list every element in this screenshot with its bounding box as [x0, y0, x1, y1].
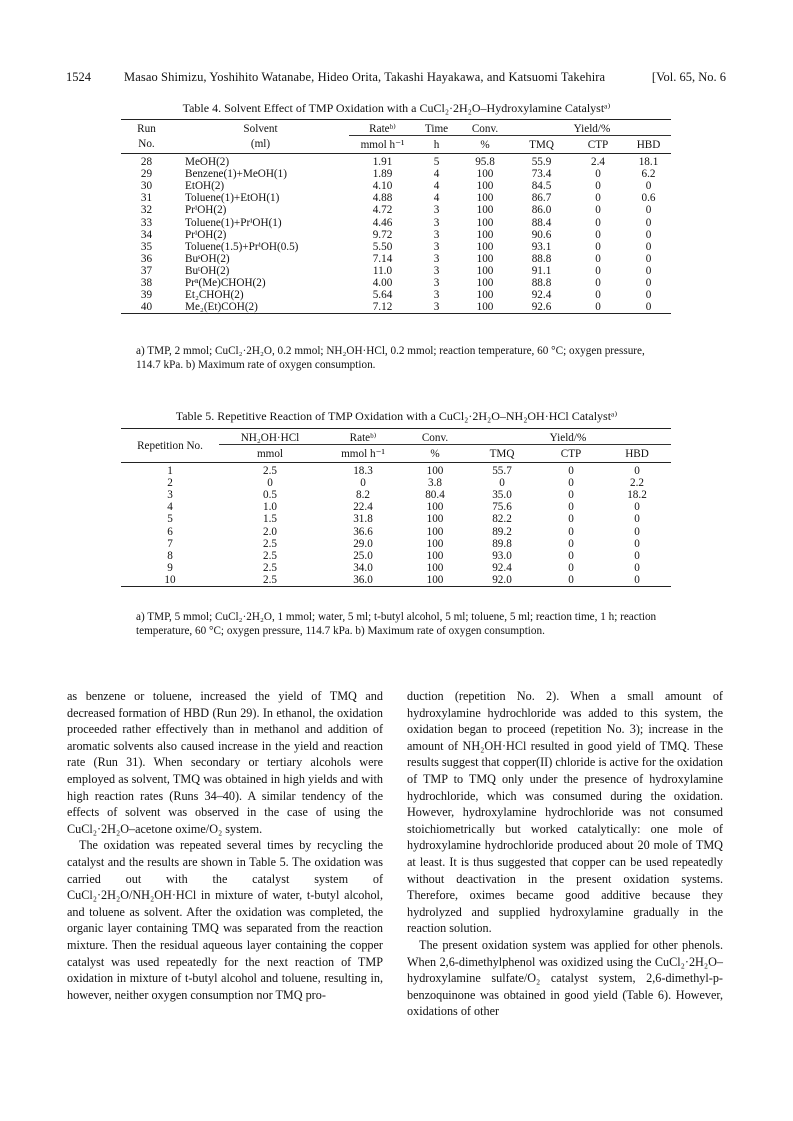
table-cell: 7: [167, 537, 173, 550]
table-cell: 0: [634, 561, 640, 574]
paragraph: duction (repetition No. 2). When a small amount of hydroxylamine hydrochloride was added to this system, the oxidation began to proceed (repetition No. 3); increase in the amount of NH₂OH·HCl resulted in good yield of TMQ. These results suggest that copper(II) chloride is active for the oxidation of TMP to TMQ only under the presence of hydroxylamine hydrochloride, which was consumed during the oxidation. However, hydroxylamine hydrochloride was not consumed stoichiometrically but worked catalytically: one mole of hydroxylamine hydrochloride produced about 20 mole of TMQ at least. It is thus suggested that copper can be used repeatedly without deactivation in the present oxidation systems. Therefore, oximes became good additive because they hydrolyzed and supplied hydroxylamine gradually in the reaction solution.: [407, 689, 723, 936]
table-cell: 3: [433, 277, 440, 290]
table-cell: 4.10: [372, 180, 393, 193]
table-cell: 11.0: [372, 264, 393, 277]
col-no: No.: [138, 138, 155, 151]
table-cell: 40: [140, 301, 153, 314]
table-cell: 4: [433, 192, 440, 205]
table-row: [121, 289, 671, 301]
paragraph: as benzene or toluene, increased the yield of TMQ and decreased formation of HBD (Run 29). In ethanol, the oxidation proceeded rather effectively than in methanol and addition of aromatic solvents also caused increase in the yield and reaction rate (Run 31). When secondary or tertiary alcohols were employed as solvent, TMQ was obtained in high yields and with high reaction rates (Runs 34–40). A similar tendency of the effects of solvent was observed in the case of using the CuCl₂·2H₂O–acetone oxime/O₂ system.: [67, 689, 383, 836]
table-row: [121, 180, 671, 192]
table-cell: 2.5: [263, 573, 277, 586]
table-cell: 28: [140, 156, 153, 169]
table-cell: 7.14: [372, 252, 393, 265]
col-conv-unit: %: [430, 447, 440, 460]
paragraph: The present oxidation system was applied for other phenols. When 2,6-dimethylphenol was oxidized using the CuCl₂·2H₂O–hydroxylamine sulfate/O₂ catalyst system, 2,6-dimethyl-p-benzoquinone was obtained in good yield (Table 6). However, oxidations of other: [407, 937, 723, 1019]
table-cell: 100: [476, 301, 494, 314]
table-cell: 88.4: [531, 216, 552, 229]
table-cell: 3: [433, 240, 440, 253]
table-row: [121, 229, 671, 241]
table-cell: 0: [645, 204, 652, 217]
col-hbd: HBD: [625, 447, 649, 460]
table-row: [121, 192, 671, 204]
table-cell: 89.8: [492, 537, 512, 550]
table-cell: 34.0: [353, 561, 373, 574]
table-cell: 100: [476, 240, 494, 253]
table-row: [121, 513, 671, 525]
table-cell: 36.0: [353, 573, 373, 586]
table-cell: 2.5: [263, 465, 277, 478]
table-cell: 8.2: [356, 489, 370, 502]
table-cell: 4: [167, 501, 173, 514]
table-cell: 2.5: [263, 549, 277, 562]
table-cell: 92.4: [492, 561, 512, 574]
table-cell: 4.00: [372, 277, 393, 290]
col-run: Run: [137, 123, 156, 136]
table4-footnote: a) TMP, 2 mmol; CuCl₂·2H₂O, 0.2 mmol; NH₂OH·HCl, 0.2 mmol; reaction temperature, 60 °C; oxygen pressure, 114.7 kPa. b) Maximum rate of oxygen consumption.: [136, 345, 645, 371]
table-row: [121, 265, 671, 277]
col-repetition: Repetition No.: [137, 439, 203, 452]
table-cell: 100: [426, 465, 444, 478]
table-cell: 3: [433, 204, 440, 217]
table-cell: 2.0: [263, 525, 277, 538]
table-cell: 100: [426, 537, 444, 550]
table-cell: 31: [140, 192, 153, 205]
table-cell: 0: [568, 513, 574, 526]
col-solvent: Solvent: [243, 123, 278, 136]
table-cell: 93.0: [492, 549, 512, 562]
table-cell: 0: [595, 301, 601, 314]
table-cell: 100: [476, 204, 494, 217]
table-cell: 22.4: [353, 501, 373, 514]
col-tmq: TMQ: [489, 447, 515, 460]
table-row: [121, 204, 671, 216]
table-cell: 95.8: [475, 156, 495, 169]
table-cell: 1.0: [263, 501, 277, 514]
author-list: Masao Shimizu, Yoshihito Watanabe, Hideo Orita, Takashi Hayakawa, and Katsuomi Takehira: [124, 70, 606, 84]
table4: [121, 119, 671, 314]
table-cell: 0: [568, 573, 574, 586]
table-cell: 92.6: [531, 301, 552, 314]
table-cell: 88.8: [531, 277, 552, 290]
table-cell: 1.5: [263, 513, 277, 526]
table-cell: 9.72: [372, 228, 393, 241]
table-cell: Toluene(1.5)+PrⁱOH(0.5): [185, 240, 299, 253]
table-cell: 9: [167, 561, 173, 574]
table-cell: 3: [433, 289, 440, 302]
table-cell: 0: [595, 289, 601, 302]
table-cell: EtOH(2): [185, 180, 225, 193]
col-yield: Yield/%: [465, 429, 671, 445]
table-row: [121, 463, 671, 478]
table-cell: 0: [568, 465, 574, 478]
journal-volume: [Vol. 65, No. 6: [651, 70, 726, 84]
table-row: [121, 154, 671, 169]
table-cell: BuˢOH(2): [185, 252, 230, 265]
table-row: [121, 562, 671, 574]
table-cell: 37: [140, 264, 153, 277]
table-cell: 0: [595, 228, 601, 241]
col-rate-unit: mmol h⁻¹: [341, 447, 385, 460]
table-cell: Benzene(1)+MeOH(1): [185, 168, 287, 181]
table-cell: 29: [140, 168, 153, 181]
col-nh2oh: NH₂OH·HCl: [219, 429, 321, 445]
table-cell: 0: [645, 228, 652, 241]
table-row: [121, 168, 671, 180]
table-cell: 0: [634, 513, 640, 526]
table-cell: 75.6: [492, 501, 512, 514]
table-row: [121, 526, 671, 538]
table-cell: 2.4: [591, 156, 605, 169]
table4-caption: Table 4. Solvent Effect of TMP Oxidation with a CuCl₂·2H₂O–Hydroxylamine Catalystᵃ⁾: [182, 101, 611, 115]
table-cell: 10: [164, 573, 176, 586]
table-cell: 84.5: [531, 180, 552, 193]
col-rate: Rateᵇ⁾: [321, 429, 405, 445]
table-cell: 82.2: [492, 513, 512, 526]
col-conv: Conv.: [471, 123, 499, 135]
table-cell: 0: [634, 465, 640, 478]
table-cell: 86.7: [531, 192, 552, 205]
table-cell: 8: [167, 549, 173, 562]
table-cell: 2.2: [630, 477, 644, 490]
table-row: [121, 301, 671, 314]
table-cell: 3: [433, 228, 440, 241]
table-cell: 55.7: [492, 465, 512, 478]
table-cell: PrⁱOH(2): [185, 228, 227, 241]
table-cell: 0: [634, 537, 640, 550]
table-cell: 0: [634, 525, 640, 538]
table-cell: 1: [167, 465, 173, 478]
table-row: [121, 253, 671, 265]
table-cell: 100: [426, 525, 444, 538]
table-cell: 18.1: [638, 156, 659, 169]
table-cell: 88.8: [531, 252, 552, 265]
table-cell: 55.9: [531, 156, 552, 169]
table-cell: 100: [426, 561, 444, 574]
table-cell: 0: [568, 537, 574, 550]
table-cell: 0: [645, 301, 652, 314]
col-nh2oh-unit: mmol: [256, 447, 284, 460]
col-yield: Yield/%: [513, 120, 671, 136]
table-cell: 18.3: [353, 465, 373, 478]
table-cell: 0: [634, 573, 640, 586]
table-cell: 0: [634, 549, 640, 562]
table-cell: 0: [645, 240, 652, 253]
table-cell: 3: [433, 264, 440, 277]
table-cell: 73.4: [531, 168, 552, 181]
table-cell: 0: [568, 477, 574, 490]
table-row: [121, 550, 671, 562]
page-number: 1524: [66, 70, 91, 84]
col-conv-unit: %: [457, 136, 513, 154]
table-cell: 0: [595, 180, 601, 193]
table-cell: 100: [476, 289, 494, 302]
table-cell: 100: [476, 180, 494, 193]
table4-body: [121, 154, 671, 314]
table-cell: 0: [645, 180, 652, 193]
col-ctp: CTP: [560, 447, 582, 460]
table-cell: 3: [167, 489, 173, 502]
table-cell: 90.6: [531, 228, 552, 241]
table-cell: 0: [595, 240, 601, 253]
table-cell: 18.2: [627, 489, 647, 502]
table5: [121, 428, 671, 587]
table-cell: 38: [140, 277, 153, 290]
table-cell: 4.88: [372, 192, 393, 205]
table-cell: 100: [426, 573, 444, 586]
table-cell: 35: [140, 240, 153, 253]
col-conv: Conv.: [405, 429, 465, 445]
col-ml: (ml): [250, 138, 271, 151]
table-cell: 6: [167, 525, 173, 538]
table-cell: 0: [595, 277, 601, 290]
table-cell: 91.1: [531, 264, 552, 277]
table-cell: 30: [140, 180, 153, 193]
table-row: [121, 241, 671, 253]
table-cell: 92.4: [531, 289, 552, 302]
table-cell: 4.72: [372, 204, 393, 217]
table-cell: 100: [476, 252, 494, 265]
table-cell: 0: [360, 477, 366, 490]
table-cell: 0: [568, 489, 574, 502]
table-cell: 2.5: [263, 561, 277, 574]
table-cell: 5: [433, 156, 440, 169]
table-cell: MeOH(2): [185, 156, 230, 169]
table-cell: 5: [167, 513, 173, 526]
table-cell: 29.0: [353, 537, 373, 550]
body-left-column: [67, 688, 383, 1003]
table-cell: Et₂CHOH(2): [185, 289, 244, 302]
table-cell: 3.8: [428, 477, 442, 490]
table-cell: 100: [426, 549, 444, 562]
table-cell: Me₂(Et)COH(2): [185, 301, 258, 314]
table-cell: 0.6: [641, 192, 656, 205]
table-cell: 36.6: [353, 525, 373, 538]
table-cell: 100: [476, 277, 494, 290]
table-cell: 80.4: [425, 489, 445, 502]
table-cell: Prⁿ(Me)CHOH(2): [185, 277, 266, 290]
table-cell: 4: [433, 168, 440, 181]
table-cell: 0: [595, 216, 601, 229]
table-cell: 100: [476, 168, 494, 181]
table5-footnote: a) TMP, 5 mmol; CuCl₂·2H₂O, 1 mmol; water, 5 ml; t-butyl alcohol, 5 ml; toluene, 5 ml; reaction time, 1 h; reaction temperature, 60 °C; oxygen pressure, 114.7 kPa. b) Maximum rate of oxygen consumption.: [136, 611, 657, 637]
table-cell: 86.0: [531, 204, 552, 217]
table-cell: 3: [433, 216, 440, 229]
col-time: Time: [424, 123, 449, 135]
col-hbd: HBD: [636, 138, 661, 151]
table-cell: 1.89: [372, 168, 393, 181]
table-cell: 89.2: [492, 525, 512, 538]
table-cell: 0.5: [263, 489, 277, 502]
table-cell: 0: [595, 252, 601, 265]
table5-body: [121, 463, 671, 587]
table-cell: 2.5: [263, 537, 277, 550]
table-cell: 100: [426, 513, 444, 526]
table-cell: 4.46: [372, 216, 393, 229]
table-cell: 93.1: [531, 240, 552, 253]
table-cell: 100: [476, 216, 494, 229]
table-row: [121, 501, 671, 513]
table-row: [121, 489, 671, 501]
table-cell: 36: [140, 252, 153, 265]
table-cell: 0: [595, 264, 601, 277]
col-rate-unit: mmol h⁻¹: [349, 136, 416, 154]
table-cell: 0: [595, 192, 601, 205]
table-cell: PrⁱOH(2): [185, 204, 227, 217]
table-cell: 6.2: [641, 168, 656, 181]
table-cell: 3: [433, 301, 440, 314]
table-row: [121, 538, 671, 550]
table-cell: 92.0: [492, 573, 512, 586]
table-cell: BuᵗOH(2): [185, 264, 230, 277]
col-tmq: TMQ: [529, 138, 554, 151]
table-cell: 5.50: [372, 240, 393, 253]
table-row: [121, 477, 671, 489]
body-right-column: [407, 688, 723, 1020]
table-row: [121, 574, 671, 587]
table-cell: 0: [645, 216, 652, 229]
table-cell: 0: [645, 264, 652, 277]
col-rate: Rateᵇ⁾: [369, 123, 396, 135]
table-cell: 35.0: [492, 489, 512, 502]
table-cell: 39: [140, 289, 153, 302]
table-cell: 3: [433, 252, 440, 265]
table-cell: 2: [167, 477, 173, 490]
table-cell: 100: [476, 228, 494, 241]
paragraph: The oxidation was repeated several times by recycling the catalyst and the results are shown in Table 5. The oxidation was carried out with the catalyst system of CuCl₂·2H₂O/NH₂OH·HCl in mixture of water, t-butyl alcohol, and toluene as solvent. After the oxidation was completed, the organic layer containing TMQ was separated from the reaction mixture. Then the residual aqueous layer containing the copper catalyst was used repeatedly for the next reaction of TMP oxidation in mixture of t-butyl alcohol and toluene, resulting in, however, neither oxygen consumption nor TMQ pro-: [67, 838, 383, 1002]
table5-caption: Table 5. Repetitive Reaction of TMP Oxidation with a CuCl₂·2H₂O–NH₂OH·HCl Catalystᵃ⁾: [175, 409, 618, 423]
table-cell: 0: [645, 289, 652, 302]
table-cell: 0: [634, 501, 640, 514]
col-time-unit: h: [416, 136, 457, 154]
table-cell: 5.64: [372, 289, 393, 302]
table-cell: 34: [140, 228, 153, 241]
table-cell: 33: [140, 216, 153, 229]
table-cell: 0: [568, 501, 574, 514]
table-cell: 0: [568, 549, 574, 562]
table-cell: 0: [568, 561, 574, 574]
table-cell: 31.8: [353, 513, 373, 526]
table-cell: 25.0: [353, 549, 373, 562]
table-cell: 32: [140, 204, 153, 217]
table-cell: 4: [433, 180, 440, 193]
table-cell: 1.91: [372, 156, 393, 169]
table-cell: 0: [595, 204, 601, 217]
table-cell: 0: [645, 252, 652, 265]
table-cell: 0: [595, 168, 601, 181]
table-cell: 100: [476, 264, 494, 277]
table-cell: 7.12: [372, 301, 393, 314]
table-cell: Toluene(1)+EtOH(1): [185, 192, 280, 205]
table-cell: 0: [499, 477, 505, 490]
table-row: [121, 277, 671, 289]
table-cell: 100: [476, 192, 494, 205]
table-row: [121, 217, 671, 229]
table-cell: 0: [568, 525, 574, 538]
table-cell: 0: [645, 277, 652, 290]
table-cell: 0: [267, 477, 273, 490]
table-cell: Toluene(1)+PrⁱOH(1): [185, 216, 282, 229]
table-cell: 100: [426, 501, 444, 514]
col-ctp: CTP: [587, 138, 609, 151]
